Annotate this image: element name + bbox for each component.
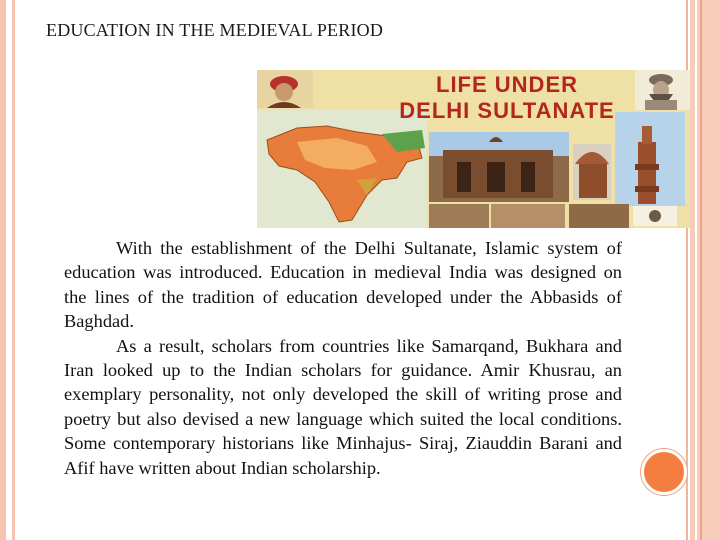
banner-line-1: LIFE UNDER	[436, 72, 578, 97]
right-border-line	[700, 0, 702, 540]
body-text	[64, 236, 622, 480]
banner-line-2: DELHI SULTANATE	[399, 98, 615, 123]
paragraph-2: As a result, scholars from countries like Samarqand, Bukhara and Iran looked up to the Indian scholars for guidance. Amir Khusrau, an exemplary personality, not only developed the skill of writing prose and poetry but also devised a new language which suited the local conditions. Some contemporary historians like Minhajus- Siraj, Ziauddin Barani and Afif have written about Indian scholarship.	[64, 335, 622, 478]
delhi-sultanate-picture	[257, 70, 690, 228]
portrait-right-image	[635, 70, 690, 110]
right-border-line	[695, 0, 697, 540]
picture-banner	[377, 72, 637, 130]
paragraph-1: With the establishment of the Delhi Sultanate, Islamic system of education was introduced. Education in medieval India was designed on the lines of the tradition of education developed under the Abbasids of Baghdad.	[64, 238, 622, 332]
portrait-left-image	[257, 70, 313, 108]
slide-title: EDUCATION IN THE MEDIEVAL PERIOD	[46, 20, 384, 40]
left-border-line	[12, 0, 15, 540]
decorative-circle	[641, 449, 687, 495]
left-border-band	[0, 0, 6, 540]
